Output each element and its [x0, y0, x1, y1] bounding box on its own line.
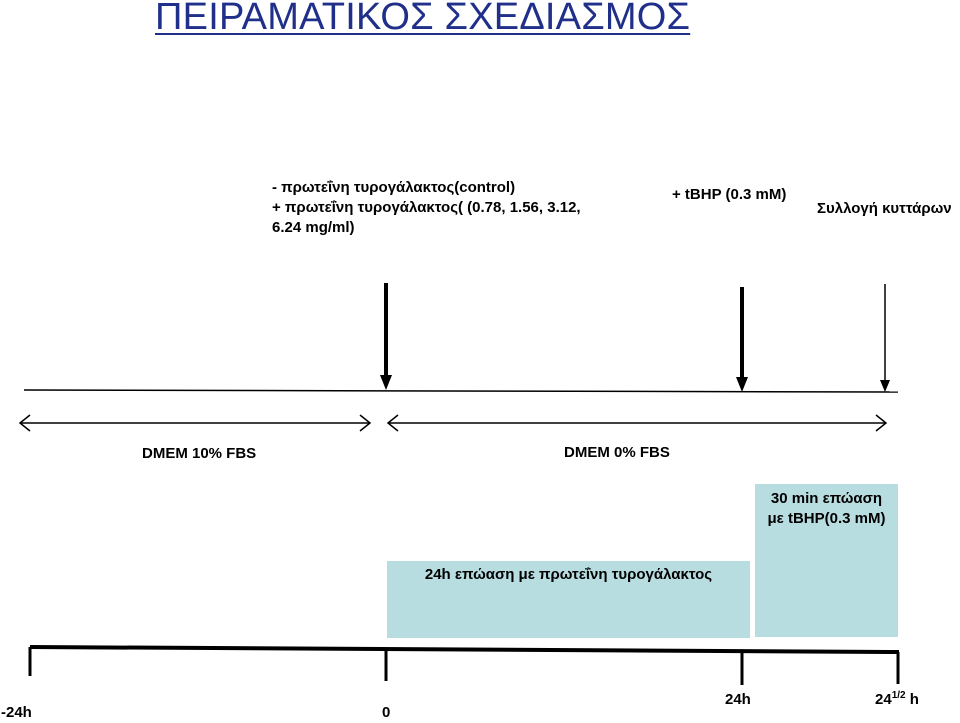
time-label-neg24: -24h [1, 704, 32, 721]
incubation-protein-box [387, 561, 750, 638]
arrow-treatment [380, 283, 392, 390]
time-label-24-half [875, 686, 919, 710]
medium-arrow-left [20, 415, 370, 431]
collection-label: Συλλογή κυττάρων [817, 200, 952, 217]
time-label-24: 24h [725, 691, 751, 708]
time-label-0: 0 [382, 704, 391, 721]
arrow-tbhp [736, 287, 748, 392]
treatment-line-doses: + πρωτεΐνη τυρογάλακτος( (0.78, 1.56, 3.12, [272, 199, 581, 216]
arrow-collection [880, 284, 890, 392]
incubation-tbhp-box [755, 484, 898, 637]
time-end-sup: 1/2 [891, 690, 906, 701]
incubation-tbhp-label [755, 489, 898, 529]
page-title: ΠΕΙΡΑΜΑΤΙΚΟΣ ΣΧΕΔΙΑΣΜΟΣ [155, 0, 691, 38]
time-end-base: 24 [875, 691, 892, 708]
bottom-timeline [30, 647, 899, 652]
upper-baseline [24, 390, 898, 392]
incubation-protein-label: 24h επώαση με πρωτεΐνη τυρογάλακτος [424, 566, 713, 583]
treatment-line-control: - πρωτεΐνη τυρογάλακτος(control) [272, 179, 516, 196]
medium-arrow-right [388, 415, 886, 431]
time-end-unit: h [905, 691, 919, 708]
incubation-tbhp-line2: με tBHP(0.3 mM) [767, 510, 886, 527]
incubation-tbhp-line1: 30 min επώαση [770, 490, 883, 507]
treatment-line-doses-end: 6.24 mg/ml) [272, 219, 355, 236]
medium-left-label: DMEM 10% FBS [142, 445, 257, 462]
medium-right-label: DMEM 0% FBS [564, 444, 670, 461]
tbhp-label: + tBHP (0.3 mM) [672, 186, 787, 203]
